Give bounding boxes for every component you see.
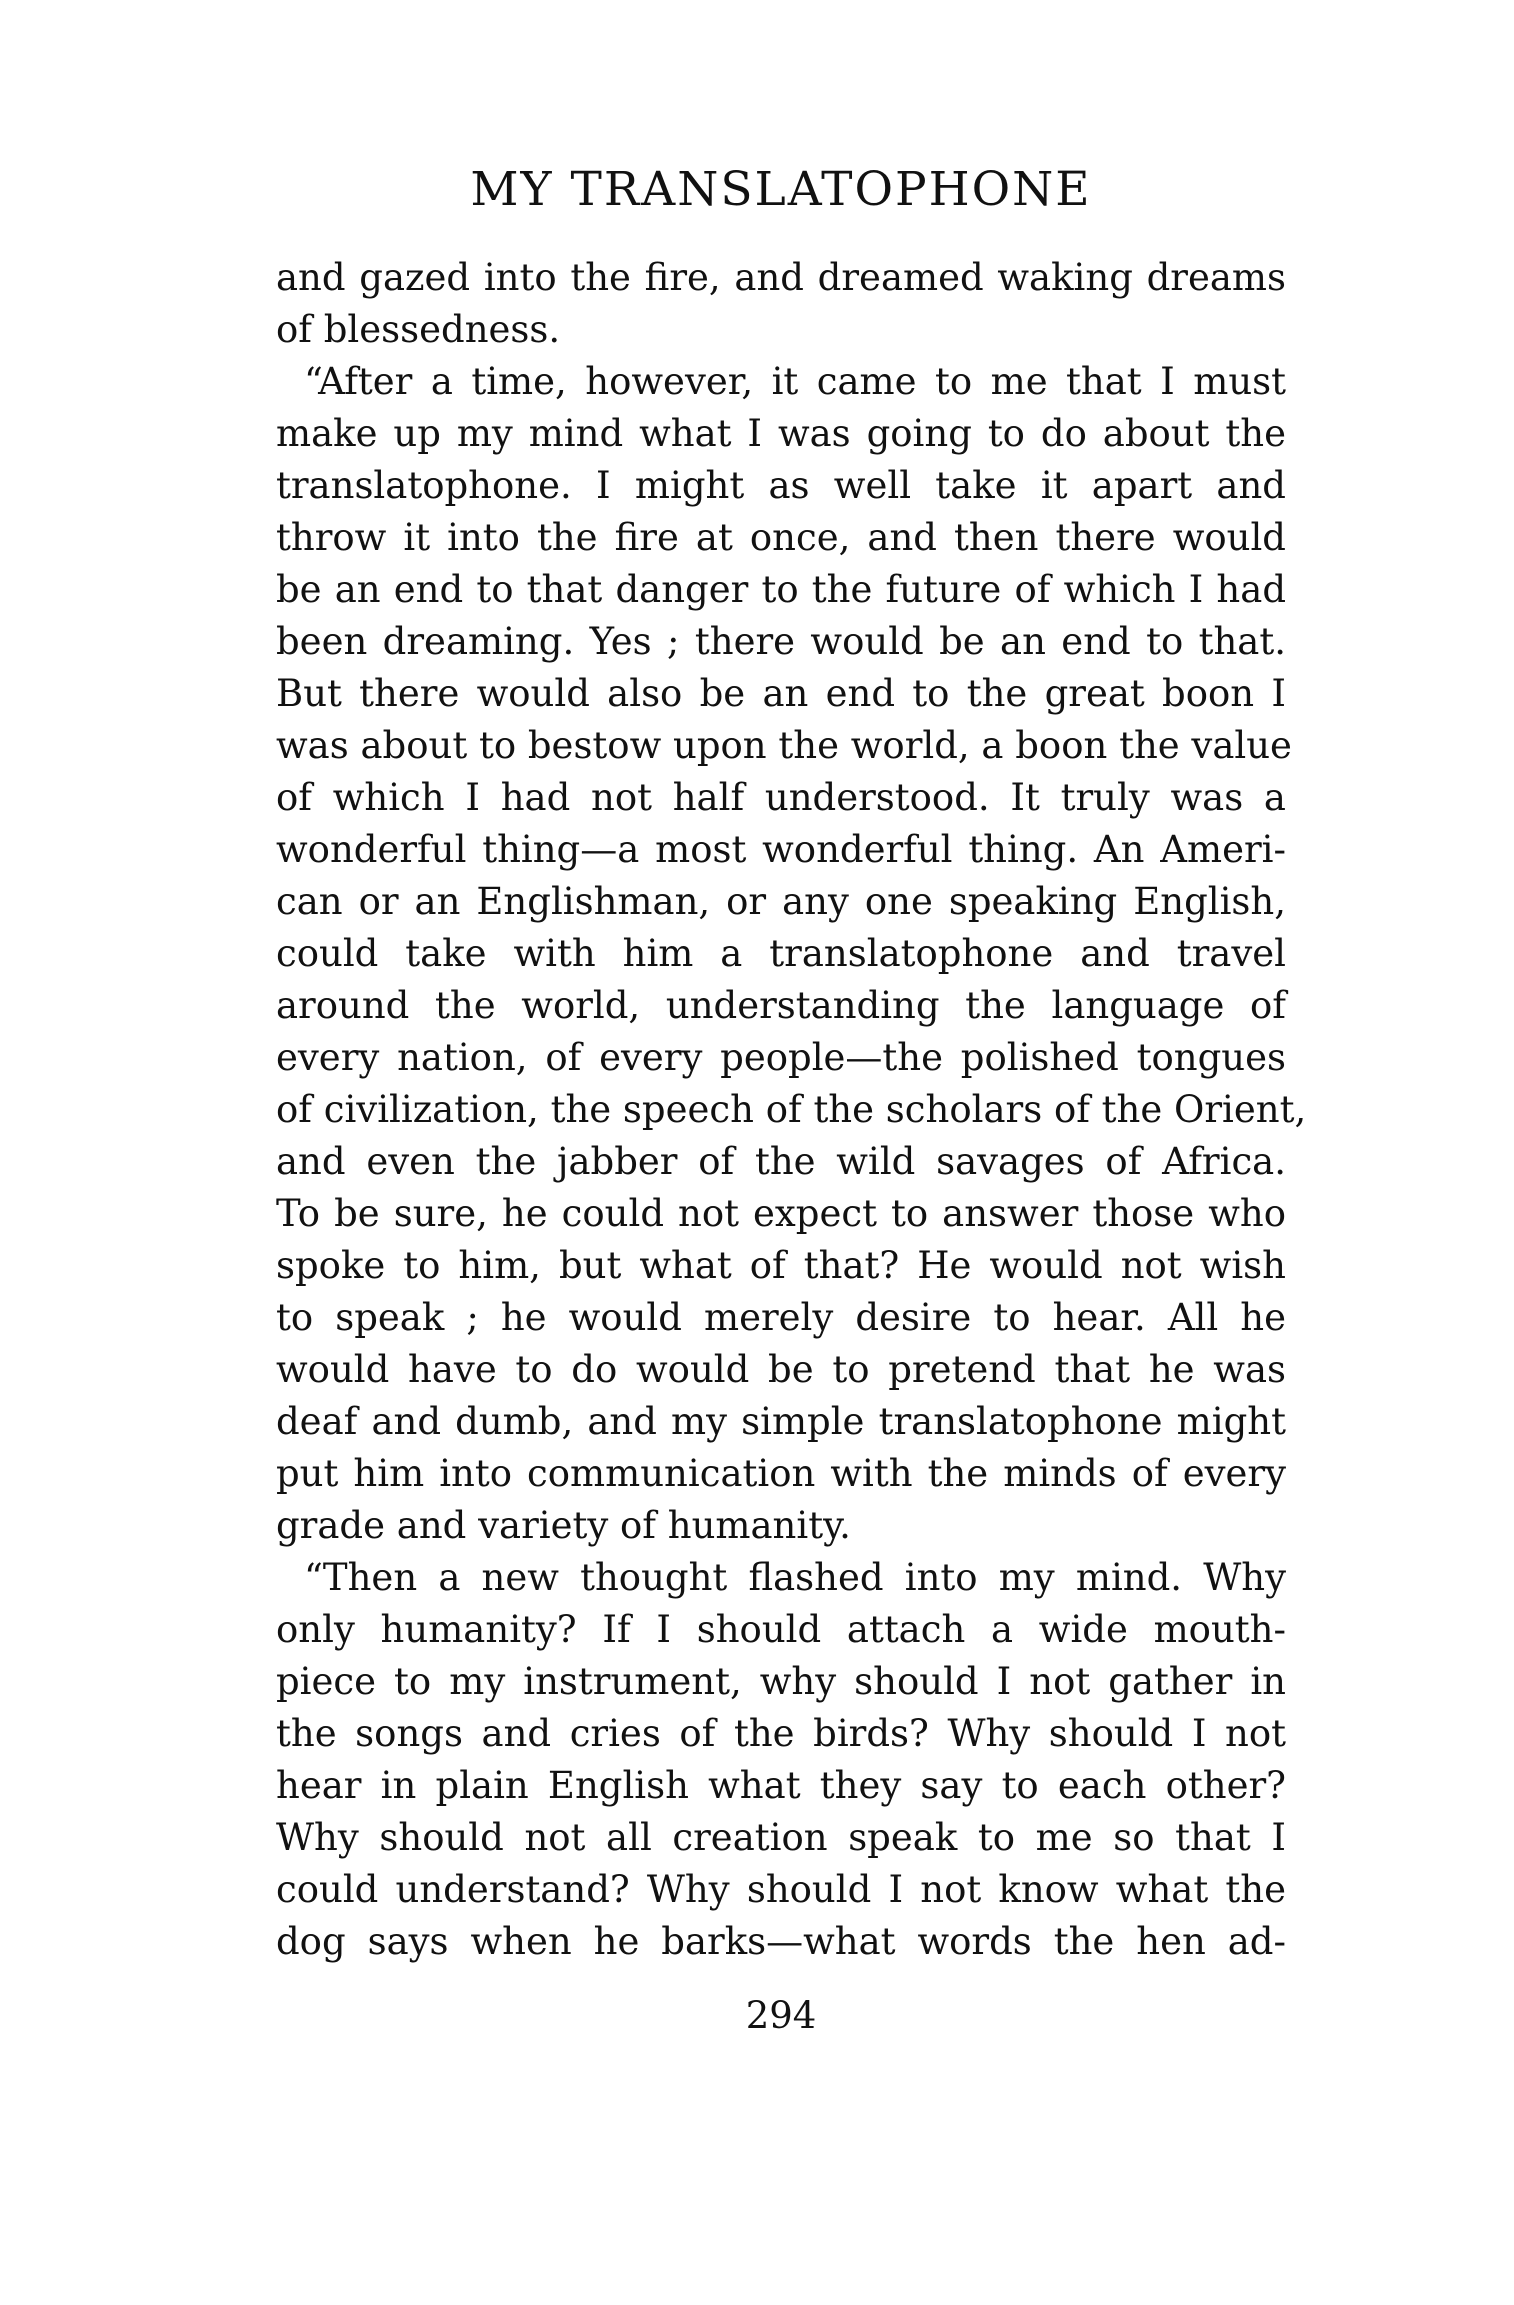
text-line: translatophone. I might as well take it apart and (276, 464, 1286, 507)
text-line: only humanity? If I should attach a wide mouth- (276, 1608, 1286, 1651)
text-line: could understand? Why should I not know what the (276, 1868, 1286, 1911)
text-line: Why should not all creation speak to me so that I (276, 1816, 1286, 1859)
text-line: can or an Englishman, or any one speaking English, (276, 880, 1286, 923)
text-line: deaf and dumb, and my simple translatophone might (276, 1400, 1286, 1443)
text-line: of blessedness. (276, 308, 561, 351)
body-text (276, 252, 1307, 1968)
text-line: throw it into the fire at once, and then there would (276, 516, 1286, 559)
text-line: “After a time, however, it came to me that I must (304, 360, 1286, 403)
text-line: would have to do would be to pretend that he was (276, 1348, 1286, 1391)
text-line: could take with him a translatophone and travel (276, 932, 1286, 975)
text-line: and gazed into the fire, and dreamed waking dreams (276, 256, 1286, 299)
text-line: To be sure, he could not expect to answer those who (276, 1192, 1286, 1235)
running-title: MY TRANSLATOPHONE (470, 162, 1092, 217)
text-line: But there would also be an end to the great boon I (276, 672, 1286, 715)
text-line: every nation, of every people—the polished tongues (276, 1036, 1286, 1079)
text-line: of which I had not half understood. It truly was a (276, 776, 1286, 819)
text-line: be an end to that danger to the future of which I had (276, 568, 1286, 611)
text-line: and even the jabber of the wild savages of Africa. (276, 1140, 1286, 1183)
text-line: wonderful thing—a most wonderful thing. An Ameri- (276, 828, 1286, 871)
text-line: of civilization, the speech of the scholars of the Orient, (276, 1088, 1307, 1131)
text-line: hear in plain English what they say to each other? (276, 1764, 1286, 1807)
page-number: 294 (745, 1994, 817, 2037)
text-line: piece to my instrument, why should I not gather in (276, 1660, 1286, 1703)
text-line: make up my mind what I was going to do about the (276, 412, 1286, 455)
text-line: was about to bestow upon the world, a boon the value (276, 724, 1292, 767)
text-line: put him into communication with the minds of every (276, 1452, 1286, 1495)
text-line: been dreaming. Yes ; there would be an end to that. (276, 620, 1286, 663)
text-line: dog says when he barks—what words the hen ad- (276, 1920, 1286, 1963)
text-line: the songs and cries of the birds? Why should I not (276, 1712, 1286, 1755)
text-line: spoke to him, but what of that? He would not wish (276, 1244, 1286, 1287)
text-line: around the world, understanding the language of (276, 984, 1286, 1027)
text-line: “Then a new thought flashed into my mind. Why (304, 1556, 1286, 1599)
text-line: to speak ; he would merely desire to hear. All he (276, 1296, 1286, 1339)
text-line: grade and variety of humanity. (276, 1504, 851, 1547)
